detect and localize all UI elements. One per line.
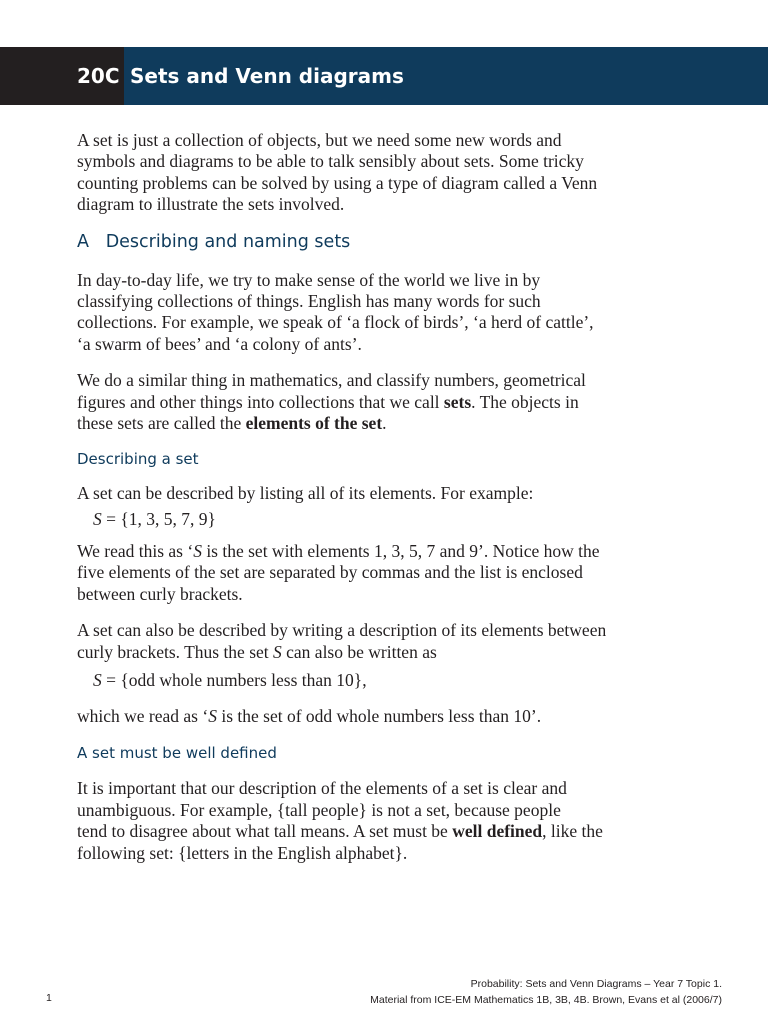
- intro-line: A set is just a collection of objects, but we need some new words and: [77, 130, 562, 150]
- well-defined-heading: A set must be well defined: [77, 744, 277, 763]
- section-a-heading: [77, 231, 677, 253]
- text-run: .: [382, 413, 387, 434]
- set-description: [93, 669, 677, 691]
- read-paragraph: [77, 541, 677, 605]
- paragraph-line: [77, 821, 677, 842]
- section-title: Sets and Venn diagrams: [130, 64, 404, 88]
- text-run: which we read as ‘: [77, 705, 209, 726]
- footer-line: Probability: Sets and Venn Diagrams – Year 7 Topic 1.: [470, 978, 722, 990]
- text-run: curly brackets. Thus the set: [77, 641, 274, 662]
- set-variable: S: [208, 705, 217, 726]
- set-listing-value: = {1, 3, 5, 7, 9}: [101, 508, 216, 529]
- paragraph-line: ‘a swarm of bees’ and ‘a colony of ants’.: [77, 333, 362, 354]
- paragraph-line: [77, 706, 677, 727]
- footer-credits: [370, 976, 722, 1008]
- paragraph-line: In day-to-day life, we try to make sense of the world we live in by: [77, 269, 541, 290]
- describing-a-set-heading: Describing a set: [77, 450, 199, 469]
- page-number: 1: [46, 992, 52, 1004]
- section-a-title: Describing and naming sets: [105, 231, 351, 252]
- term-well-defined: well defined: [452, 821, 543, 842]
- paragraph-line: We do a similar thing in mathematics, and classify numbers, geometrical: [77, 370, 586, 391]
- intro-line: symbols and diagrams to be able to talk sensibly about sets. Some tricky: [77, 151, 584, 172]
- paragraph-line: following set: {letters in the English alphabet}.: [77, 842, 408, 863]
- set-variable: S: [273, 641, 282, 662]
- set-listing: [93, 508, 677, 530]
- text-run: is the set of odd whole numbers less than 10’.: [216, 705, 542, 726]
- text-run: . The objects in: [471, 391, 579, 412]
- set-variable: S: [193, 540, 202, 561]
- describing-intro: [77, 483, 677, 504]
- text-run: figures and other things into collections that we call: [77, 391, 444, 412]
- paragraph-line: unambiguous. For example, {tall people} is not a set, because people: [77, 799, 561, 820]
- paragraph-line: [77, 642, 677, 663]
- section-a-paragraph-2: [77, 370, 677, 434]
- well-defined-paragraph: [77, 778, 677, 864]
- text-run: these sets are called the: [77, 413, 246, 434]
- set-variable: S: [93, 508, 102, 529]
- paragraph-line: [77, 392, 677, 413]
- paragraph-line: It is important that our description of the elements of a set is clear and: [77, 778, 567, 799]
- section-code: 20C: [77, 64, 120, 88]
- paragraph-line: five elements of the set are separated by commas and the list is enclosed: [77, 562, 583, 583]
- footer-line: Material from ICE-EM Mathematics 1B, 3B, 4B. Brown, Evans et al (2006/7): [370, 994, 722, 1006]
- paragraph-line: A set can also be described by writing a description of its elements between: [77, 620, 607, 641]
- paragraph-line: [77, 541, 677, 562]
- text-run: is the set with elements 1, 3, 5, 7 and 9’. Notice how the: [201, 540, 600, 561]
- section-banner: [0, 47, 768, 105]
- paragraph-line: between curly brackets.: [77, 583, 243, 604]
- text-run: can also be written as: [281, 641, 437, 662]
- intro-line: diagram to illustrate the sets involved.: [77, 194, 345, 215]
- description-paragraph: [77, 620, 677, 663]
- paragraph-line: collections. For example, we speak of ‘a flock of birds’, ‘a herd of cattle’,: [77, 312, 594, 333]
- paragraph-line: A set can be described by listing all of its elements. For example:: [77, 483, 534, 504]
- set-description-value: = {odd whole numbers less than 10},: [101, 669, 367, 690]
- term-sets: sets: [443, 391, 472, 412]
- term-elements-of-set: elements of the set: [245, 413, 383, 434]
- intro-line: counting problems can be solved by using a type of diagram called a Venn: [77, 172, 598, 193]
- text-run: We read this as ‘: [77, 540, 194, 561]
- paragraph-line: classifying collections of things. English has many words for such: [77, 291, 541, 312]
- intro-paragraph: [77, 130, 677, 216]
- text-run: tend to disagree about what tall means. A set must be: [77, 821, 453, 842]
- set-variable: S: [93, 669, 102, 690]
- which-paragraph: [77, 706, 677, 727]
- page-content: [77, 130, 677, 864]
- section-a-paragraph-1: [77, 270, 677, 356]
- section-a-letter: A: [77, 231, 89, 252]
- paragraph-line: [77, 413, 677, 434]
- text-run: , like the: [542, 821, 603, 842]
